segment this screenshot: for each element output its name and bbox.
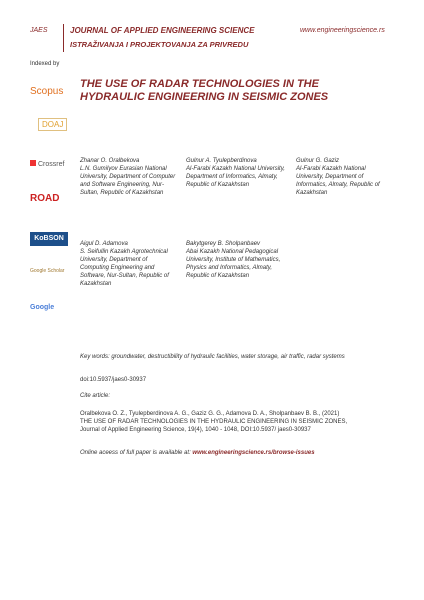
author-affiliation: Al-Farabi Kazakh National University, Department of Informatics, Almaty, Republic of Kazakhstan [296, 166, 380, 196]
cite-heading: Cite article: [80, 393, 111, 399]
doaj-logo: DOAJ [38, 118, 67, 131]
header-divider [63, 24, 64, 52]
author-name: Bakytgerey B. Sholpanbaev [186, 241, 261, 247]
journal-url[interactable]: www.engineeringscience.rs [300, 27, 385, 34]
citation: Oralbekova O. Z., Tyulepberdinova A. G., Gaziz G. G., Adamova D. A., Sholpanbaev B. B., (2021) THE USE OF RADAR TECHNOLOGIES IN THE HYDRAULIC ENGINEERING IN SEISMIC ZONES, Journal of Applied Engineering Science, 19(4), 1040 - 1048, DOI:10.5937/ jaes0-30937 [80, 411, 348, 433]
online-access [80, 450, 315, 456]
crossref-logo [30, 160, 64, 168]
author-name: Gulnur A. Tyulepberdinova [186, 158, 257, 164]
author-name: Gulnur G. Gaziz [296, 158, 340, 164]
author-affiliation: Abai Kazakh National Pedagogical University, Institute of Mathematics, Physics and Informatics, Almaty, Republic of Kazakhstan [186, 249, 281, 279]
doi: doi:10.5937/jaes0-30937 [80, 377, 147, 383]
author-block [80, 157, 176, 197]
google-logo: Google [30, 304, 55, 311]
author-block [296, 157, 386, 197]
road-logo: ROAD [30, 193, 60, 204]
indexed-by-label: Indexed by [30, 61, 60, 67]
keywords: Key words: groundwater, destructibility of hydraulic facilities, water storage, air traffic, radar systems [80, 354, 345, 360]
kobson-logo: KoBSON [30, 232, 68, 246]
journal-acronym: JAES [30, 27, 48, 34]
online-access-text: Online aceess of full paper is available at: [80, 450, 193, 456]
author-block [80, 240, 176, 288]
author-block [186, 157, 286, 189]
author-affiliation: L.N. Gumilyov Eurasian National University, Department of Computer and Software Engineering, Nur-Sultan, Republic of Kazakhstan [80, 166, 176, 196]
author-affiliation: S. Seifullin Kazakh Agrotechnical University, Department of Computing Engineering and Software, Nur-Sultan, Republic of Kazakhstan [80, 249, 169, 287]
google-scholar-logo: Google Scholar [30, 268, 65, 274]
article-title: THE USE OF RADAR TECHNOLOGIES IN THE HYDRAULIC ENGINEERING IN SEISMIC ZONES [80, 78, 329, 103]
crossref-label: Crossref [38, 161, 65, 168]
journal-subtitle: ISTRAŽIVANJA I PROJEKTOVANJA ZA PRIVREDU [70, 40, 249, 49]
author-name: Zhanar O. Oralbekova [80, 158, 140, 164]
author-block [186, 240, 286, 280]
scopus-logo: Scopus [30, 86, 64, 97]
author-affiliation: Al-Farabi Kazakh National University, Department of Informatics, Almaty, Republic of Kazakhstan [186, 166, 285, 188]
author-name: Aigul D. Adamova [80, 241, 128, 247]
crossref-mark [30, 160, 36, 166]
browse-issues-link[interactable]: www.engineeringscience.rs/browse-issues [192, 450, 315, 456]
journal-title: JOURNAL OF APPLIED ENGINEERING SCIENCE [70, 26, 255, 35]
